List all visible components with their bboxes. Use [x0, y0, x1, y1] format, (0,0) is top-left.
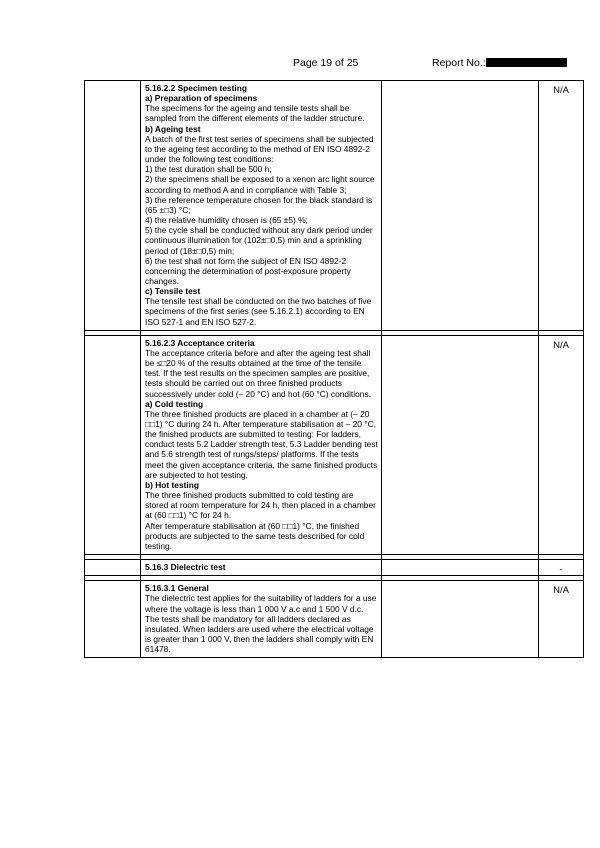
paragraph: The specimens for the ageing and tensile tests shall be sampled from the different elements of the ladder structure. [145, 103, 365, 124]
verdict-cell: - [539, 560, 584, 576]
paragraph: The tensile test shall be conducted on the two batches of five specimens of the first series (see 5.16.2.1) according to EN ISO 527-1 and EN ISO 527-2. [145, 296, 372, 327]
clause-title: 5.16.2.2 Specimen testing [145, 83, 247, 93]
result-cell [382, 81, 539, 331]
subheading: a) Cold testing [145, 398, 204, 409]
requirement-cell [141, 81, 382, 331]
result-cell [382, 335, 539, 554]
verdict-cell: N/A [539, 335, 584, 554]
clause-cell [85, 81, 141, 331]
paragraph: A batch of the first test series of specimens shall be subjected to the ageing test according to the method of EN ISO 4892-2 under the following test conditions: [145, 133, 374, 165]
result-cell [382, 560, 539, 576]
verdict-cell: N/A [539, 581, 584, 658]
paragraph: The three finished products are placed in a chamber at (– 20 □□1) °C during 24 h. After temperature stabilisation at – 20 °C, the finished products are submitted to testing: For ladders, conduct tests 5.2 Ladder strength test, 5.3 Ladder bending test and 5.6 strength test of rungs/steps/ platforms. If the tests meet the given acceptance criteria, the same finished products are subjected to hot testing. [145, 408, 378, 480]
requirement-cell [141, 335, 382, 554]
list-item: 5) the cycle shall be conducted without any dark period under continuous illumination for (102±□0,5) min and a sprinkling period of (18±□0,5) min; [145, 225, 373, 256]
clause-table [84, 80, 584, 658]
requirement-cell [141, 581, 382, 658]
subheading: a) Preparation of specimens [145, 93, 258, 104]
paragraph: After temperature stabilisation at (60 □□1) °C, the finished products are subjected to the same tests described for cold testing. [145, 520, 365, 551]
subheading: c) Tensile test [145, 286, 201, 297]
clause-title: 5.16.3.1 General [145, 583, 209, 594]
list-item: 3) the reference temperature chosen for the black standard is (65 ±□3) °C; [145, 194, 373, 215]
paragraph: The acceptance criteria before and after the ageing test shall be ≤□20 % of the results obtained at the time of the tensile test. If the test results on the specimen samples are positive, tests should be carried out on three finished products successively under cold (– 20 °C) and hot (60 °C) conditions. [145, 347, 371, 399]
paragraph: The three finished products submitted to cold testing are stored at room temperature for 24 h, then placed in a chamber at (60 □□1) °C for 24 h. [145, 490, 376, 521]
page-header [0, 57, 600, 71]
subheading: b) Hot testing [145, 479, 199, 490]
clause-title: 5.16.2.3 Acceptance criteria [145, 337, 255, 348]
table-row [85, 560, 584, 576]
list-item: 1) the test duration shall be 500 h; [145, 164, 272, 175]
list-item: 4) the relative humidity chosen is (65 ±5) %; [145, 215, 308, 226]
list-item: 2) the specimens shall be exposed to a xenon arc light source according to method A and in compliance with Table 3; [145, 174, 375, 195]
paragraph: The dielectric test applies for the suitability of ladders for a use where the voltage is less than 1 000 V a.c and 1 500 V d.c. The tests shall be mandatory for all ladders declared as insulated. When ladders are used where the electrical voltage is greater than 1 000 V, then the ladders shall comply with EN 61478. [145, 593, 377, 655]
clause-cell [85, 560, 141, 576]
clause-title: 5.16.3 Dielectric test [145, 562, 226, 573]
subheading: b) Ageing test [145, 123, 201, 134]
clause-cell [85, 335, 141, 554]
table-row [85, 81, 584, 331]
list-item: 6) the test shall not form the subject of EN ISO 4892-2 concerning the determination of post-exposure property changes. [145, 255, 351, 286]
requirement-cell [141, 560, 382, 576]
result-cell [382, 581, 539, 658]
report-number-label: Report No.: [432, 57, 486, 69]
table-row [85, 581, 584, 658]
clause-cell [85, 581, 141, 658]
table-row [85, 335, 584, 554]
redacted-report-number [486, 58, 567, 67]
verdict-cell: N/A [539, 81, 584, 331]
page-number: Page 19 of 25 [293, 57, 359, 69]
